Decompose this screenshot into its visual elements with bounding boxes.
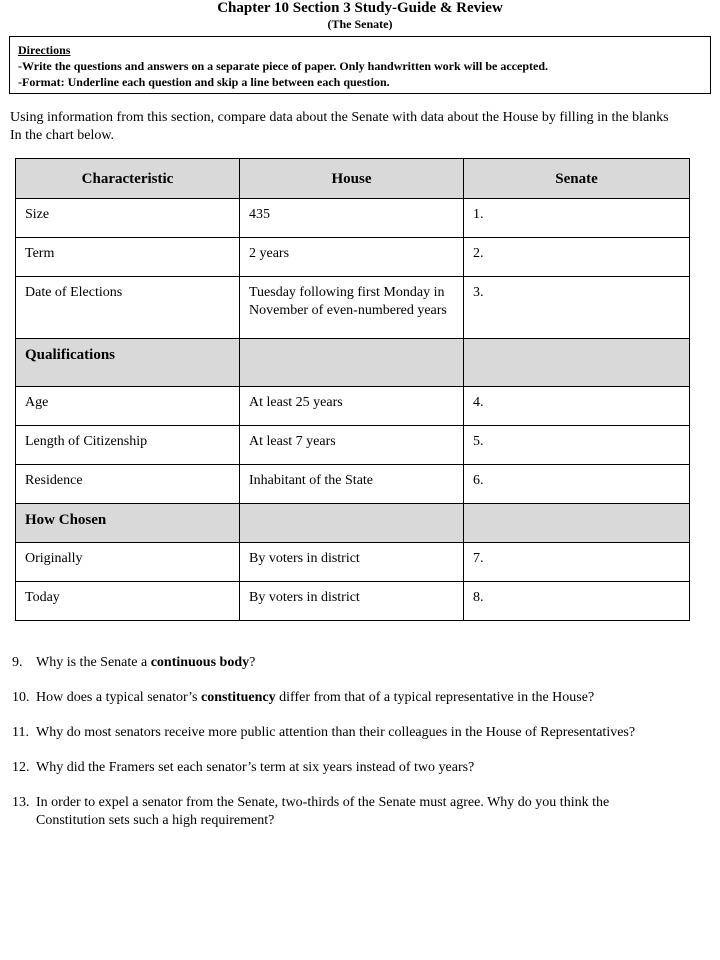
question-text: Why do most senators receive more public attention than their colleagues in the House of Representatives?: [36, 725, 636, 740]
question-text-part: How does a typical senator’s: [36, 690, 201, 705]
question-12: [12, 759, 702, 777]
question-text: [36, 654, 702, 672]
senate-cell: 3.: [464, 277, 690, 339]
directions-box: [9, 36, 711, 94]
question-number: 9.: [12, 655, 23, 670]
directions-heading: Directions: [18, 43, 71, 57]
question-bold-term: continuous body: [150, 655, 250, 670]
characteristic-cell: Size: [16, 199, 240, 238]
house-cell: Inhabitant of the State: [240, 465, 464, 504]
directions-line-2: -Format: Underline each question and skip a line between each question.: [18, 75, 390, 89]
house-cell: [240, 339, 464, 387]
question-bold-term: constituency: [200, 690, 276, 705]
table-row: [16, 199, 690, 238]
question-10: [12, 689, 702, 707]
intro-text: [10, 109, 715, 145]
section-row-qualifications: [16, 339, 690, 387]
table-row: [16, 277, 690, 339]
senate-cell: [464, 339, 690, 387]
house-cell: By voters in district: [240, 582, 464, 621]
characteristic-cell: Date of Elections: [16, 277, 240, 339]
senate-cell: [464, 504, 690, 543]
question-text: In order to expel a senator from the Senate, two-thirds of the Senate must agree. Why do you think the Constitution sets such a high requirement?: [36, 795, 610, 828]
page-title: Chapter 10 Section 3 Study-Guide & Review: [217, 0, 503, 16]
table-row: [16, 238, 690, 277]
section-row-how-chosen: [16, 504, 690, 543]
house-cell: 2 years: [240, 238, 464, 277]
question-11: [12, 724, 702, 742]
question-number: 11.: [12, 725, 29, 740]
header-characteristic: Characteristic: [16, 159, 240, 199]
question-text: [36, 689, 702, 707]
page-subtitle: (The Senate): [327, 17, 393, 31]
question-13: [12, 794, 652, 830]
table-header-row: [16, 159, 690, 199]
table-row: [16, 387, 690, 426]
table-row: [16, 543, 690, 582]
senate-cell: 7.: [464, 543, 690, 582]
question-number: 12.: [12, 760, 30, 775]
header-senate: Senate: [464, 159, 690, 199]
question-text-part: differ from that of a typical representative in the House?: [275, 690, 595, 705]
senate-cell: 6.: [464, 465, 690, 504]
table-row: [16, 426, 690, 465]
question-number: 13.: [12, 795, 30, 810]
senate-cell: 5.: [464, 426, 690, 465]
senate-cell: 4.: [464, 387, 690, 426]
house-cell: Tuesday following first Monday in November of even-numbered years: [240, 277, 464, 339]
intro-line-2: In the chart below.: [10, 128, 115, 143]
house-cell: [240, 504, 464, 543]
characteristic-cell: Length of Citizenship: [16, 426, 240, 465]
table-row: [16, 582, 690, 621]
characteristic-cell: Today: [16, 582, 240, 621]
characteristic-cell: Term: [16, 238, 240, 277]
directions-line-1: -Write the questions and answers on a separate piece of paper. Only handwritten work will be accepted.: [18, 59, 548, 73]
senate-cell: 8.: [464, 582, 690, 621]
house-cell: At least 7 years: [240, 426, 464, 465]
question-text: Why did the Framers set each senator’s term at six years instead of two years?: [36, 760, 475, 775]
comparison-table: [15, 158, 690, 621]
characteristic-cell: Residence: [16, 465, 240, 504]
intro-line-1: Using information from this section, compare data about the Senate with data about the House by filling in the blanks: [10, 110, 669, 125]
question-text-part: Why is the Senate a: [36, 655, 151, 670]
senate-cell: 1.: [464, 199, 690, 238]
section-heading: Qualifications: [16, 339, 240, 387]
characteristic-cell: Originally: [16, 543, 240, 582]
question-text-part: ?: [249, 655, 256, 670]
house-cell: By voters in district: [240, 543, 464, 582]
house-cell: At least 25 years: [240, 387, 464, 426]
section-heading: How Chosen: [16, 504, 240, 543]
senate-cell: 2.: [464, 238, 690, 277]
header-house: House: [240, 159, 464, 199]
characteristic-cell: Age: [16, 387, 240, 426]
question-9: [12, 654, 702, 672]
table-row: [16, 465, 690, 504]
question-number: 10.: [12, 690, 30, 705]
house-cell: 435: [240, 199, 464, 238]
